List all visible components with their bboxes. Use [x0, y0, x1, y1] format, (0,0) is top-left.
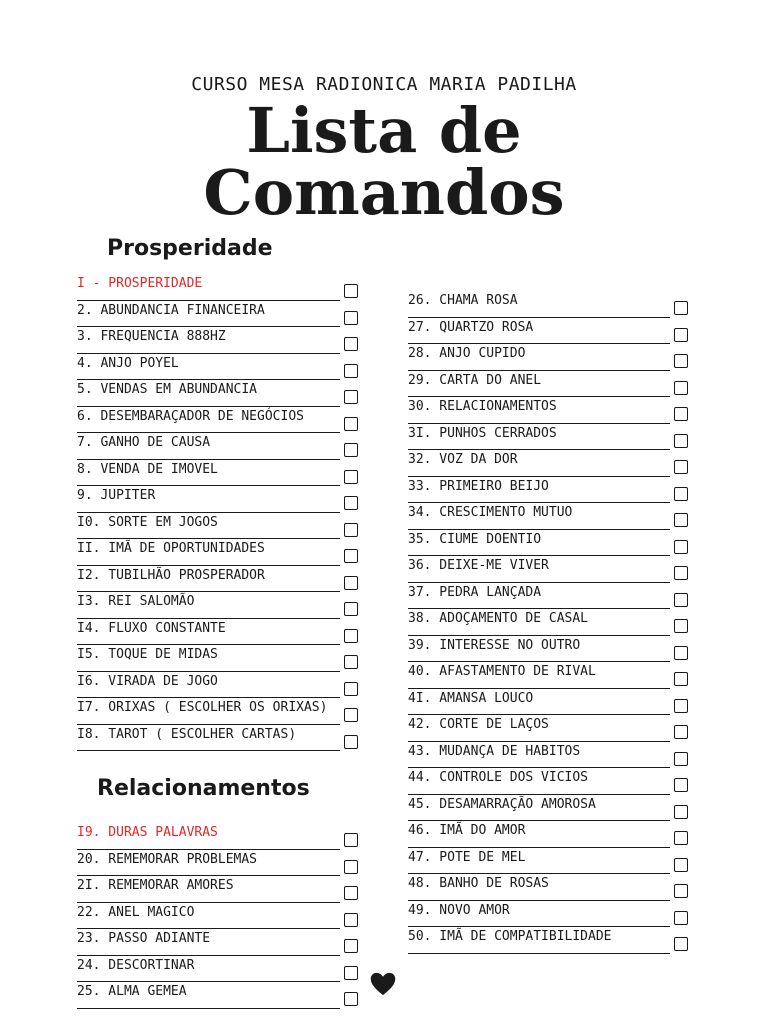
command-label: 30. RELACIONAMENTOS [408, 399, 557, 414]
list-item [408, 821, 698, 848]
checkbox[interactable] [674, 858, 688, 872]
command-label: 44. CONTROLE DOS VICIOS [408, 770, 589, 785]
command-label: I - PROSPERIDADE [77, 276, 203, 291]
command-label: 20. REMEMORAR PROBLEMAS [77, 851, 258, 867]
command-label: 23. PASSO ADIANTE [77, 931, 211, 946]
checkbox[interactable] [674, 672, 688, 686]
command-label: 6. DESEMBARAÇADOR DE NEGÓCIOS [77, 408, 304, 424]
list-item [408, 371, 698, 398]
list-item [408, 477, 698, 504]
checkbox[interactable] [674, 752, 688, 766]
list-item [77, 301, 377, 328]
checkbox[interactable] [344, 576, 358, 590]
list-item [408, 795, 698, 822]
checkbox[interactable] [674, 699, 688, 713]
command-label: 8. VENDA DE IMOVEL [77, 461, 218, 477]
checkbox[interactable] [344, 549, 358, 563]
list-item [408, 689, 698, 716]
command-label: 4. ANJO POYEL [77, 355, 179, 371]
command-label: 34. CRESCIMENTO MUTUO [408, 505, 573, 520]
command-label: I3. REI SALOMÃO [77, 594, 195, 609]
list-item [77, 380, 377, 407]
checkbox[interactable] [674, 407, 688, 421]
command-label: I9. DURAS PALAVRAS [77, 825, 218, 840]
checkbox[interactable] [344, 833, 358, 847]
command-label: 22. ANEL MAGICO [77, 904, 195, 920]
command-label: 50. IMÃ DE COMPATIBILIDADE [408, 929, 612, 944]
list-item [77, 539, 377, 566]
list-item [77, 725, 377, 752]
section-heading-relacionamentos: Relacionamentos [97, 776, 310, 801]
checkbox[interactable] [674, 805, 688, 819]
checkbox[interactable] [344, 311, 358, 325]
command-label: 32. VOZ DA DOR [408, 452, 518, 467]
command-label: 46. IMÃ DO AMOR [408, 823, 526, 838]
checkbox[interactable] [344, 443, 358, 457]
list-item [408, 583, 698, 610]
list-item [408, 318, 698, 345]
command-label: 3I. PUNHOS CERRADOS [408, 425, 557, 441]
checkbox[interactable] [674, 725, 688, 739]
command-label: 39. INTERESSE NO OUTRO [408, 637, 581, 653]
list-item [77, 433, 377, 460]
command-label: I2. TUBILHÃO PROSPERADOR [77, 567, 265, 583]
list-item [408, 715, 698, 742]
list-item [77, 274, 377, 301]
heart-icon [369, 970, 397, 998]
list-item [408, 636, 698, 663]
list-item [408, 450, 698, 477]
list-item [77, 698, 377, 725]
command-label: 35. CIUME DOENTIO [408, 531, 542, 547]
list-item [408, 742, 698, 769]
checkbox[interactable] [674, 937, 688, 951]
list-item [408, 503, 698, 530]
checkbox[interactable] [674, 778, 688, 792]
underline-divider [77, 1008, 340, 1009]
checkbox[interactable] [344, 602, 358, 616]
command-label: II. IMÃ DE OPORTUNIDADES [77, 541, 265, 556]
command-label: I6. VIRADA DE JOGO [77, 673, 218, 689]
prosperidade-command-list [77, 274, 377, 751]
list-item [77, 956, 377, 983]
checkbox[interactable] [674, 566, 688, 580]
list-item [408, 291, 698, 318]
command-label: I0. SORTE EM JOGOS [77, 514, 218, 530]
command-label: I5. TOQUE DE MIDAS [77, 647, 218, 662]
checkbox[interactable] [344, 860, 358, 874]
underline-divider [77, 750, 340, 751]
command-label: 2. ABUNDANCIA FINANCEIRA [77, 302, 265, 318]
checkbox[interactable] [674, 460, 688, 474]
checkbox[interactable] [344, 886, 358, 900]
checkbox[interactable] [674, 646, 688, 660]
checkbox[interactable] [674, 831, 688, 845]
command-label: 2I. REMEMORAR AMORES [77, 878, 234, 893]
command-label: 9. JUPITER [77, 488, 156, 503]
checkbox[interactable] [344, 496, 358, 510]
list-item [77, 513, 377, 540]
checkbox[interactable] [344, 992, 358, 1006]
list-item [77, 903, 377, 930]
command-label: 3. FREQUENCIA 888HZ [77, 329, 226, 344]
relacionamentos-command-list [77, 823, 377, 1009]
list-item [77, 619, 377, 646]
section-heading-prosperidade: Prosperidade [107, 236, 273, 261]
list-item [77, 327, 377, 354]
command-label: 40. AFASTAMENTO DE RIVAL [408, 664, 596, 679]
command-label: 28. ANJO CUPIDO [408, 346, 526, 361]
checkbox[interactable] [344, 655, 358, 669]
list-item [77, 592, 377, 619]
command-label: 26. CHAMA ROSA [408, 293, 518, 308]
checkbox[interactable] [674, 619, 688, 633]
checkbox[interactable] [674, 513, 688, 527]
checkbox[interactable] [344, 417, 358, 431]
checkbox[interactable] [674, 328, 688, 342]
checkbox[interactable] [344, 682, 358, 696]
command-label: 48. BANHO DE ROSAS [408, 876, 549, 891]
checkbox[interactable] [344, 966, 358, 980]
command-label: 29. CARTA DO ANEL [408, 372, 542, 388]
list-item [77, 823, 377, 850]
checkbox[interactable] [344, 913, 358, 927]
checkbox[interactable] [344, 735, 358, 749]
page-title-line-1: Lista de [246, 94, 522, 167]
checkbox[interactable] [344, 629, 358, 643]
command-label: I8. TAROT ( ESCOLHER CARTAS) [77, 726, 297, 742]
command-label: 25. ALMA GEMEA [77, 984, 187, 999]
checkbox[interactable] [674, 434, 688, 448]
checkbox[interactable] [344, 523, 358, 537]
page-title-line-2: Comandos [203, 156, 565, 229]
list-item [408, 424, 698, 451]
list-item [408, 556, 698, 583]
command-label: 38. ADOÇAMENTO DE CASAL [408, 611, 589, 626]
command-label: 33. PRIMEIRO BEIJO [408, 478, 549, 494]
list-item [77, 354, 377, 381]
list-item [408, 397, 698, 424]
list-item [408, 609, 698, 636]
list-item [77, 672, 377, 699]
command-label: 4I. AMANSA LOUCO [408, 690, 534, 706]
checkbox[interactable] [344, 284, 358, 298]
list-item [408, 874, 698, 901]
checkbox[interactable] [674, 487, 688, 501]
relacionamentos-command-list-continued [408, 291, 698, 954]
checkbox[interactable] [674, 884, 688, 898]
checkbox[interactable] [344, 939, 358, 953]
command-label: 42. CORTE DE LAÇOS [408, 717, 549, 732]
command-label: 5. VENDAS EM ABUNDANCIA [77, 382, 258, 397]
command-label: 49. NOVO AMOR [408, 902, 510, 918]
command-label: 37. PEDRA LANÇADA [408, 584, 542, 600]
checkbox[interactable] [344, 337, 358, 351]
list-item [408, 662, 698, 689]
list-item [77, 850, 377, 877]
course-subtitle: CURSO MESA RADIONICA MARIA PADILHA [191, 74, 577, 95]
command-label: I7. ORIXAS ( ESCOLHER OS ORIXAS) [77, 700, 328, 715]
command-label: 47. POTE DE MEL [408, 849, 526, 865]
command-label: 43. MUDANÇA DE HABITOS [408, 743, 581, 759]
list-item [408, 768, 698, 795]
list-item [408, 927, 698, 954]
list-item [408, 344, 698, 371]
checkbox[interactable] [674, 593, 688, 607]
list-item [77, 982, 377, 1009]
command-label: 24. DESCORTINAR [77, 957, 195, 973]
command-label: 36. DEIXE-ME VIVER [408, 558, 549, 573]
list-item [77, 460, 377, 487]
list-item [408, 848, 698, 875]
checkbox[interactable] [344, 364, 358, 378]
checkbox[interactable] [344, 390, 358, 404]
underline-divider [408, 953, 670, 954]
command-label: 45. DESAMARRAÇÃO AMOROSA [408, 796, 596, 812]
checkbox[interactable] [344, 708, 358, 722]
list-item [77, 645, 377, 672]
list-item [77, 407, 377, 434]
list-item [408, 530, 698, 557]
command-label: I4. FLUXO CONSTANTE [77, 620, 226, 636]
checkbox[interactable] [674, 381, 688, 395]
list-item [77, 486, 377, 513]
list-item [77, 876, 377, 903]
command-label: 27. QUARTZO ROSA [408, 319, 534, 335]
checkbox[interactable] [674, 911, 688, 925]
list-item [408, 901, 698, 928]
checkbox[interactable] [674, 301, 688, 315]
checkbox[interactable] [674, 540, 688, 554]
list-item [77, 929, 377, 956]
checkbox[interactable] [674, 354, 688, 368]
list-item [77, 566, 377, 593]
command-label: 7. GANHO DE CAUSA [77, 435, 211, 450]
checkbox[interactable] [344, 470, 358, 484]
